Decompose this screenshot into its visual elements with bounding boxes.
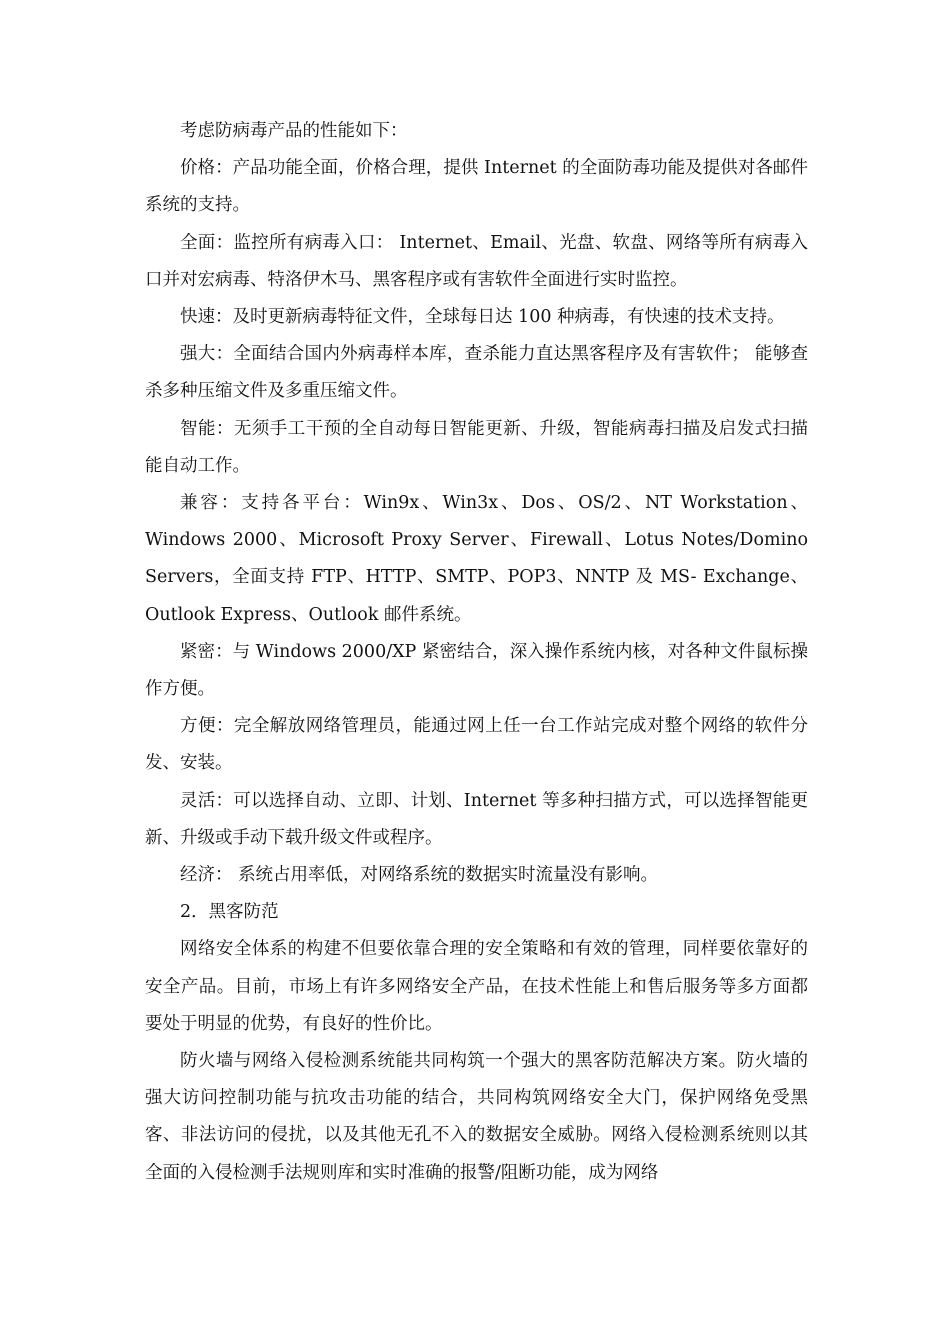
section-heading-hacker-defense: 2．黑客防范 <box>180 902 279 923</box>
paragraph-intelligent: 智能：无须手工干预的全自动每日智能更新、升级，智能病毒扫描及启发式扫描能自动工作。 <box>145 418 808 476</box>
paragraph-flexible: 灵活：可以选择自动、立即、计划、Internet 等多种扫描方式，可以选择智能更新、升级或手动下载升级文件或程序。 <box>145 790 808 848</box>
paragraph-comprehensive: 全面：监控所有病毒入口： Internet、Email、光盘、软盘、网络等所有病毒入口并对宏病毒、特洛伊木马、黑客程序或有害软件全面进行实时监控。 <box>145 232 808 290</box>
document-body <box>145 113 808 1192</box>
paragraph-fast: 快速：及时更新病毒特征文件，全球每日达 100 种病毒，有快速的技术支持。 <box>180 307 785 328</box>
paragraph-powerful: 强大：全面结合国内外病毒样本库，查杀能力直达黑客程序及有害软件； 能够查杀多种压缩文件及多重压缩文件。 <box>145 344 808 402</box>
paragraph-convenient: 方便：完全解放网络管理员，能通过网上任一台工作站完成对整个网络的软件分发、安装。 <box>145 716 808 774</box>
paragraph-compatible: 兼容：支持各平台：Win9x、Win3x、Dos、OS/2、NT Workstation、Windows 2000、Microsoft Proxy Server、Firewall、Lotus Notes/Domino Servers，全面支持 FTP、HTTP、SMTP、POP3、NNTP 及 MS- Exchange、Outlook Express、Outlook 邮件系统。 <box>145 493 808 625</box>
paragraph-security-system: 网络安全体系的构建不但要依靠合理的安全策略和有效的管理，同样要依靠好的安全产品。目前，市场上有许多网络安全产品，在技术性能上和售后服务等多方面都要处于明显的优势，有良好的性价比。 <box>145 939 808 1034</box>
paragraph-tight: 紧密：与 Windows 2000/XP 紧密结合，深入操作系统内核，对各种文件鼠标操作方便。 <box>145 641 808 700</box>
paragraph-firewall-ids: 防火墙与网络入侵检测系统能共同构筑一个强大的黑客防范解决方案。防火墙的强大访问控制功能与抗攻击功能的结合，共同构筑网络安全大门，保护网络免受黑客、非法访问的侵扰，以及其他无孔不入的数据安全威胁。网络入侵检测系统则以其全面的入侵检测手法规则库和实时准确的报警/阻断功能，成为网络 <box>145 1051 808 1183</box>
paragraph-economical: 经济： 系统占用率低，对网络系统的数据实时流量没有影响。 <box>180 865 659 886</box>
paragraph-price: 价格：产品功能全面，价格合理，提供 Internet 的全面防毒功能及提供对各邮件系统的支持。 <box>145 158 808 216</box>
paragraph-intro: 考虑防病毒产品的性能如下： <box>180 121 408 141</box>
